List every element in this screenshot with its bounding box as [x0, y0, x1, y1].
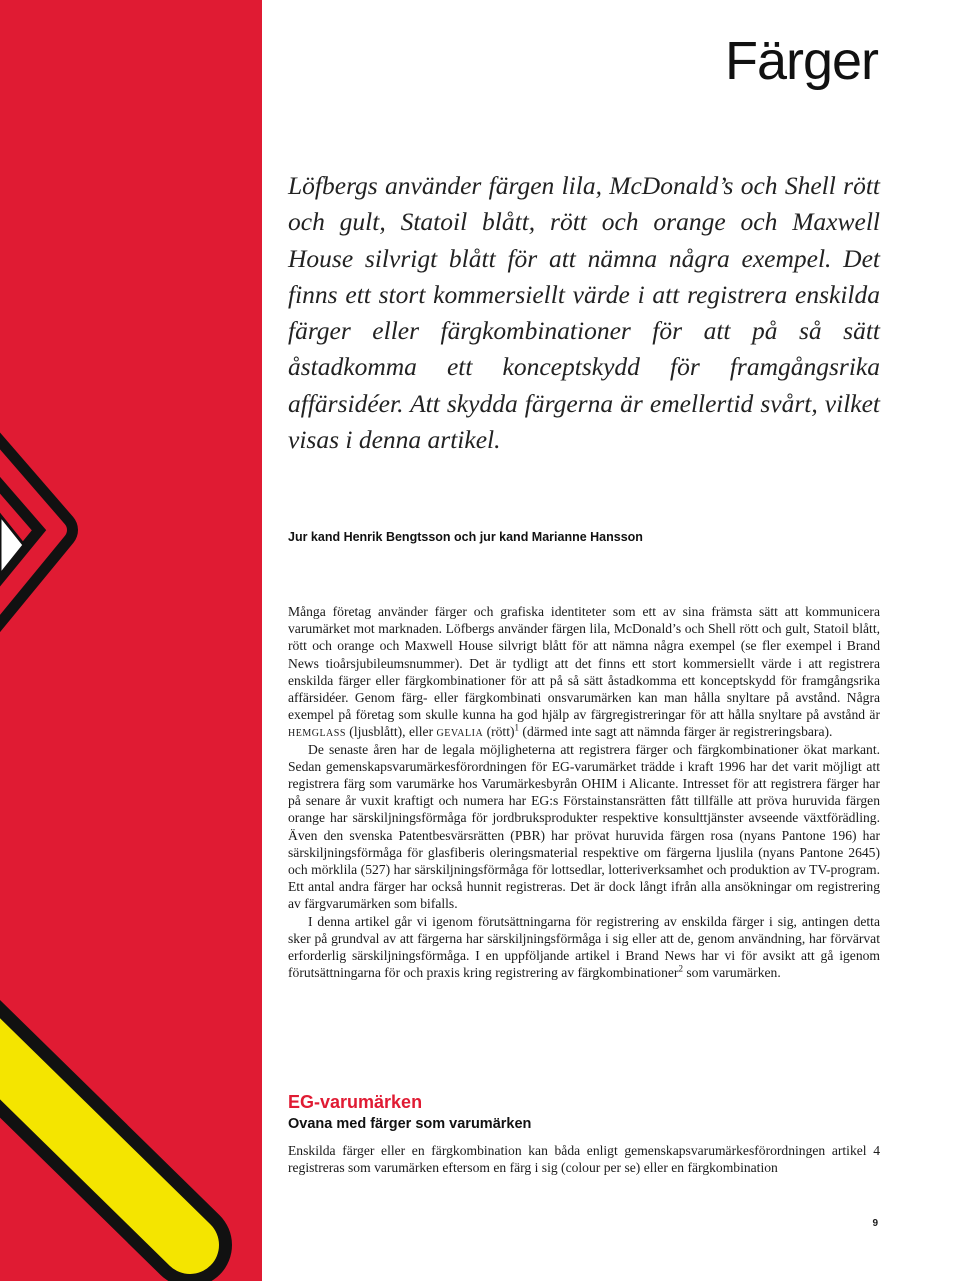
sidebar-graphic [0, 0, 262, 1281]
section-subheading: Ovana med färger som varumärken [288, 1116, 532, 1132]
section-heading: EG-varumärken [288, 1092, 423, 1112]
footnote-marker-2[interactable]: 2 [678, 963, 683, 974]
article-byline: Jur kand Henrik Bengtsson och jur kand Marianne Hansson [288, 530, 643, 544]
page-number: 9 [872, 1218, 878, 1229]
body-paragraph-1: Många företag använder färger och grafiska identiteter som ett av sina främsta sätt att kommunicera varumärket mot marknaden. Löfbergs använder färgen lila, McDonald’s och Shell rött och gult, Statoil blått, rött och orange och Maxwell House silvrigt blått för att nämna några exempel (se fler exempel i Brand News tioårsjubileumsnummer). Det är tydligt att det finns ett stort kommersiellt värde i att registrera enskilda färger eller färgkombinationer för att på så sätt åstadkomma ett konceptskydd för framgångsrika affärsidéer. Genom färg- eller färgkombinati onsvarumärken kan man hålla snyltare på avstånd. Några exempel på företag som skulle kunna ha god hjälp av färgregistreringar för att hålla snyltare på avstånd är hemglass (ljusblått), eller gevalia (rött)$^1$ (därmed inte sagt att nämnda färger är registreringsbara). [288, 604, 880, 740]
body-paragraph-3: I denna artikel går vi igenom förutsättningarna för registrering av enskilda färger i sig, antingen detta sker på grundval av att färgerna har särskiljningsförmåga i sig eller att de, genom användning, har förvärvat erforderlig särskiljningsförmåga. I en uppföljande artikel i Brand News har vi för avsikt att gå igenom förutsättningarna för och praxis kring registrering av färgkombinationer$^2$ som varumärken. [288, 913, 880, 981]
page-title: Färger [724, 31, 878, 91]
brand-hemglass: hemglass [288, 724, 346, 740]
lead-paragraph: Löfbergs använder färgen lila, McDonald’s och Shell rött och gult, Statoil blått, rött och orange och Maxwell House silvrigt blått för att nämna några exempel. Det finns ett stort kommersiellt värde i att registrera enskilda färger eller färgkombinationer för att på så sätt åstadkomma ett konceptskydd för framgångsrika affärsidéer. Att skydda färgerna är emellertid svårt, vilket visas i denna artikel. [288, 171, 880, 455]
decorative-sidebar [0, 0, 262, 1281]
article-body [288, 603, 880, 981]
body-paragraph-2: De senaste åren har de legala möjligheterna att registrera färger och färgkombinationer ökat markant. Sedan gemenskapsvarumärkesförordningen för EG-varumärket trädde i kraft 1996 har det varit möjligt att registrera färg som varumärke hos Varumärkesbyrån OHIM i Alicante. Intresset för att registrera färger har på senare år vuxit kraftigt och numera har EG:s Förstainstansrätten fått tillfälle att pröva huruvida färgen orange har särskiljningsförmåga för jordbruksprodukter respektive konsulttjänster avseende växtförädling. Även den svenska Patentbesvärsrätten (PBR) har prövat huruvida färgen rosa (nyans Pantone 196) har särskiljningsförmåga för glasfiberis oleringsmaterial respektive om färgerna ljuslila (nyans Pantone 2645) och mörklila (527) har särskiljningsförmåga för lottsedlar, lotteriverksamhet och produktion av TV-program. Ett antal andra färger har också hunnit registreras. Det är dock långt ifrån alla ansökningar om registrering av färgvarumärken som bifalls. [288, 741, 880, 912]
footnote-marker-1[interactable]: 1 [514, 722, 520, 733]
section-paragraph: Enskilda färger eller en färgkombination kan båda enligt gemenskapsvarumärkesförordningen artikel 4 registreras som varumärken eftersom en färg i sig (colour per se) eller en färgkombination [288, 1143, 880, 1176]
brand-gevalia: gevalia [436, 724, 484, 740]
